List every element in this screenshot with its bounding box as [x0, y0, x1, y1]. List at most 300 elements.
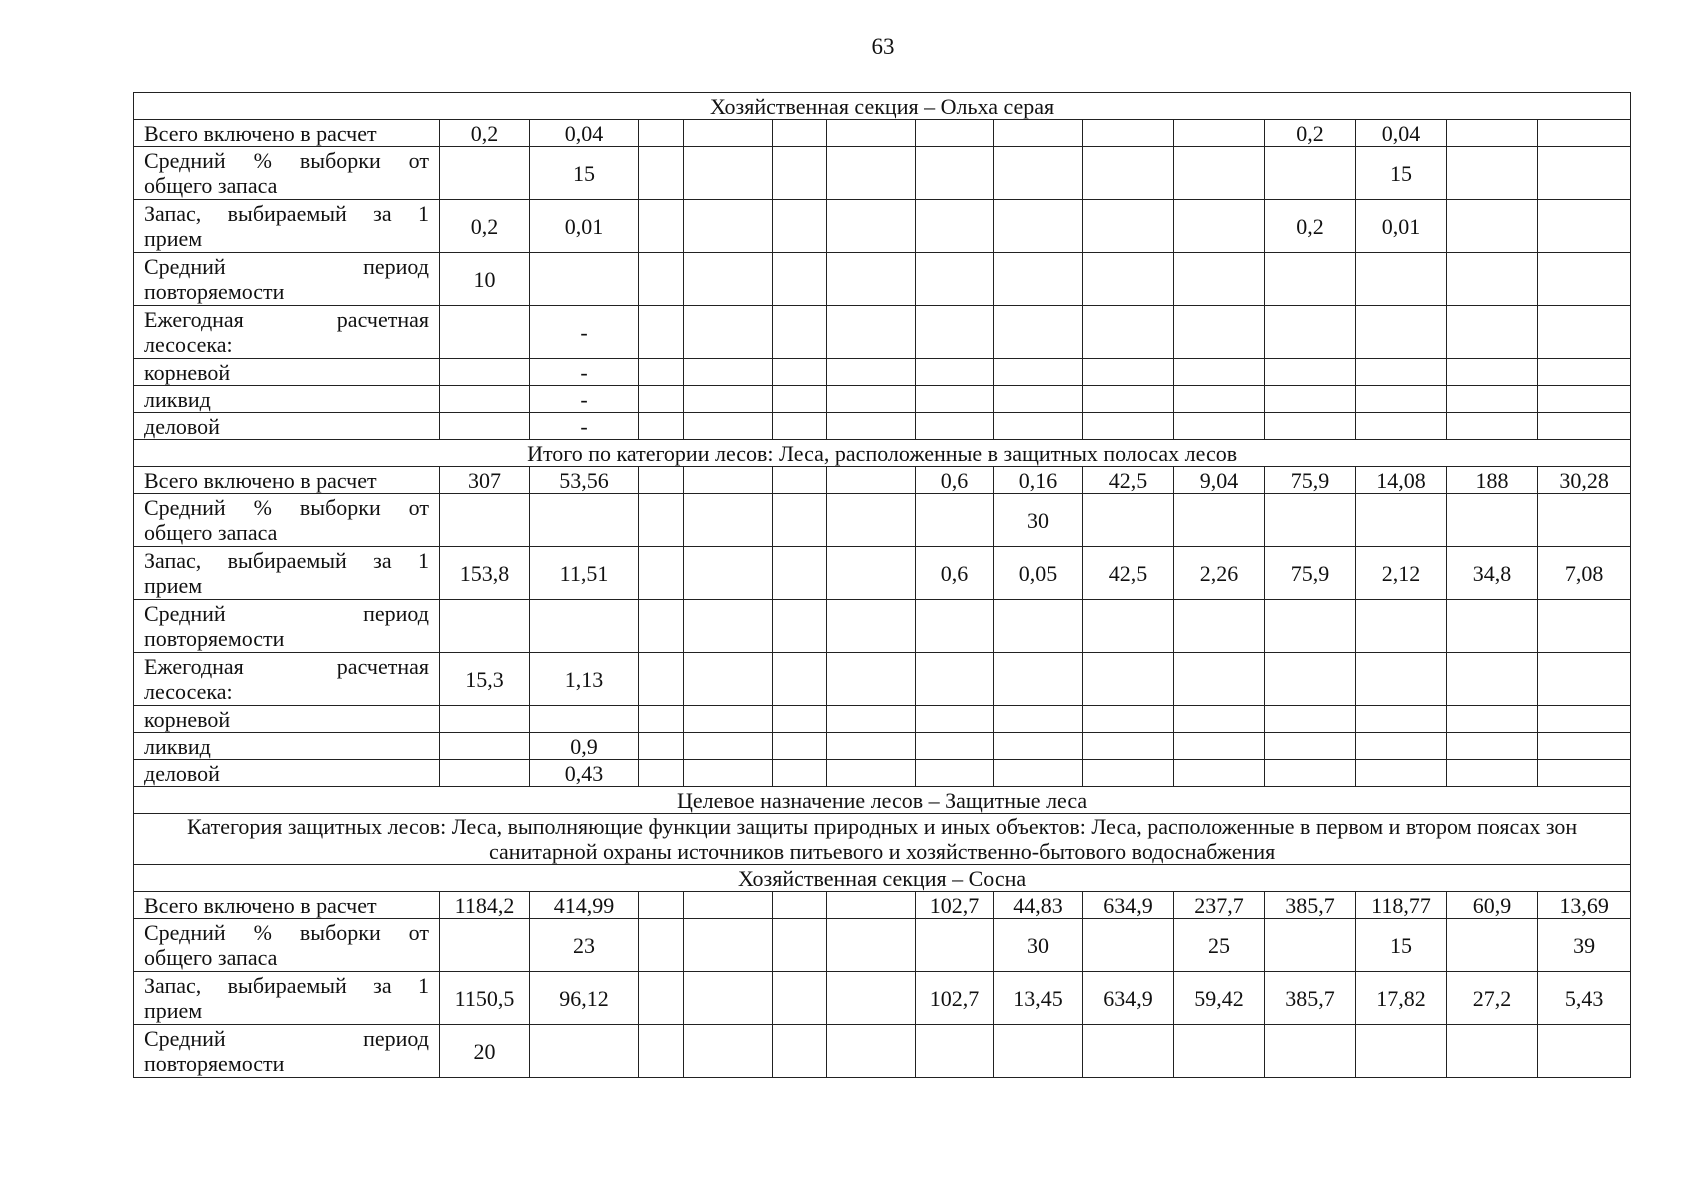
table-row	[134, 413, 1631, 440]
row-label-line: ликвид	[144, 733, 211, 759]
table-cell	[773, 892, 827, 919]
table-cell	[1447, 120, 1538, 147]
table-cell	[827, 467, 916, 494]
table-cell	[773, 253, 827, 306]
table-cell	[440, 386, 530, 413]
table-cell	[1174, 413, 1265, 440]
row-label-line: повторяемости	[144, 626, 285, 651]
table-cell: 385,7	[1265, 892, 1356, 919]
table-cell	[916, 386, 994, 413]
row-label-line: корневой	[144, 706, 231, 732]
table-row	[134, 120, 1631, 147]
row-label-line: Ежегодная расчетная	[144, 307, 429, 332]
table-cell: 17,82	[1356, 972, 1447, 1025]
table-cell	[994, 386, 1083, 413]
table-cell	[827, 413, 916, 440]
table-cell	[827, 733, 916, 760]
row-label-line: повторяемости	[144, 279, 285, 304]
row-label-line: ликвид	[144, 386, 211, 412]
table-cell	[827, 600, 916, 653]
table-cell	[1447, 147, 1538, 200]
section-heading-row	[134, 814, 1631, 865]
table-cell: 0,43	[530, 760, 639, 787]
table-row	[134, 600, 1631, 653]
table-cell	[1083, 200, 1174, 253]
row-label-line: Средний период	[144, 254, 429, 279]
table-cell	[639, 706, 684, 733]
table-cell	[1356, 600, 1447, 653]
table-cell	[684, 359, 773, 386]
table-cell: 1184,2	[440, 892, 530, 919]
table-cell: 118,77	[1356, 892, 1447, 919]
table-cell	[1538, 760, 1631, 787]
table-cell: 634,9	[1083, 892, 1174, 919]
table-cell	[684, 972, 773, 1025]
table-cell	[1265, 1025, 1356, 1078]
table-cell	[773, 760, 827, 787]
table-cell: 0,16	[994, 467, 1083, 494]
table-cell: 0,6	[916, 547, 994, 600]
table-cell	[684, 653, 773, 706]
table-cell	[1083, 706, 1174, 733]
table-cell	[530, 253, 639, 306]
table-cell	[639, 919, 684, 972]
table-cell: -	[530, 359, 639, 386]
table-cell	[1538, 653, 1631, 706]
table-cell	[916, 733, 994, 760]
row-label-line: корневой	[144, 359, 231, 385]
table-cell	[1174, 306, 1265, 359]
table-cell	[1083, 733, 1174, 760]
table-cell	[916, 760, 994, 787]
table-cell	[916, 494, 994, 547]
table-row	[134, 306, 1631, 359]
table-cell	[1538, 359, 1631, 386]
table-cell: -	[530, 413, 639, 440]
row-label	[134, 760, 440, 787]
table-cell	[684, 120, 773, 147]
table-cell: 42,5	[1083, 467, 1174, 494]
table-cell	[1356, 306, 1447, 359]
table-cell: 30,28	[1538, 467, 1631, 494]
table-cell	[1265, 600, 1356, 653]
table-cell	[1447, 1025, 1538, 1078]
table-cell	[1265, 253, 1356, 306]
table-cell	[440, 706, 530, 733]
table-cell	[684, 467, 773, 494]
table-cell: 0,01	[530, 200, 639, 253]
table-cell	[773, 306, 827, 359]
table-row	[134, 200, 1631, 253]
table-cell	[440, 147, 530, 200]
table-cell	[994, 253, 1083, 306]
table-cell	[827, 892, 916, 919]
table-cell	[916, 653, 994, 706]
table-cell	[827, 547, 916, 600]
row-label-line: общего запаса	[144, 173, 278, 198]
table-cell	[684, 1025, 773, 1078]
row-label-line: Всего включено в расчет	[144, 467, 377, 493]
table-cell: 15	[1356, 919, 1447, 972]
table-row	[134, 733, 1631, 760]
table-row	[134, 147, 1631, 200]
table-cell	[639, 1025, 684, 1078]
table-cell	[1265, 733, 1356, 760]
row-label-line: деловой	[144, 413, 220, 439]
table-row	[134, 253, 1631, 306]
table-cell	[1538, 413, 1631, 440]
row-label	[134, 706, 440, 733]
table-cell: 5,43	[1538, 972, 1631, 1025]
table-cell: 2,12	[1356, 547, 1447, 600]
table-cell	[440, 600, 530, 653]
table-cell: 0,04	[530, 120, 639, 147]
table-cell	[773, 494, 827, 547]
table-cell	[916, 359, 994, 386]
table-cell	[1447, 733, 1538, 760]
table-cell	[1447, 253, 1538, 306]
table-cell	[1265, 919, 1356, 972]
table-cell	[916, 253, 994, 306]
table-cell	[440, 760, 530, 787]
table-cell	[684, 733, 773, 760]
table-cell	[684, 600, 773, 653]
row-label	[134, 413, 440, 440]
table-cell	[827, 200, 916, 253]
row-label-line: Ежегодная расчетная	[144, 654, 429, 679]
section-heading: Итого по категории лесов: Леса, расположенные в защитных полосах лесов	[134, 440, 1631, 467]
row-label-line: лесосека:	[144, 332, 233, 357]
table-cell	[773, 359, 827, 386]
table-cell	[1447, 359, 1538, 386]
table-cell	[916, 147, 994, 200]
row-label-line: Средний % выборки от	[144, 495, 429, 520]
table-cell: 0,05	[994, 547, 1083, 600]
table-cell: 188	[1447, 467, 1538, 494]
row-label-line: Средний % выборки от	[144, 148, 429, 173]
table-cell	[1083, 306, 1174, 359]
table-cell: 27,2	[1447, 972, 1538, 1025]
row-label	[134, 359, 440, 386]
table-row	[134, 386, 1631, 413]
table-row	[134, 972, 1631, 1025]
table-cell	[530, 600, 639, 653]
table-cell	[1356, 413, 1447, 440]
table-row	[134, 919, 1631, 972]
table-cell	[639, 253, 684, 306]
table-cell	[684, 147, 773, 200]
table-cell	[1174, 386, 1265, 413]
table-cell	[773, 547, 827, 600]
table-cell	[639, 120, 684, 147]
table-cell: 13,69	[1538, 892, 1631, 919]
table-cell	[639, 972, 684, 1025]
table-cell	[916, 200, 994, 253]
table-cell	[1174, 120, 1265, 147]
table-cell	[773, 200, 827, 253]
table-cell	[1174, 200, 1265, 253]
row-label-line: Запас, выбираемый за 1	[144, 201, 429, 226]
table-cell	[1447, 386, 1538, 413]
table-cell	[827, 147, 916, 200]
table-row	[134, 760, 1631, 787]
table-cell	[1083, 1025, 1174, 1078]
table-cell	[773, 386, 827, 413]
table-cell	[1174, 733, 1265, 760]
table-cell	[916, 919, 994, 972]
table-cell	[639, 413, 684, 440]
table-cell	[1265, 653, 1356, 706]
table-cell	[773, 147, 827, 200]
table-cell	[684, 706, 773, 733]
table-cell	[1083, 653, 1174, 706]
section-heading-row	[134, 787, 1631, 814]
table-cell	[773, 600, 827, 653]
table-cell	[994, 359, 1083, 386]
table-cell	[1447, 494, 1538, 547]
table-cell	[530, 1025, 639, 1078]
table-cell	[684, 760, 773, 787]
table-cell: 15,3	[440, 653, 530, 706]
table-cell	[773, 733, 827, 760]
table-cell	[827, 1025, 916, 1078]
table-cell	[773, 120, 827, 147]
table-cell: 96,12	[530, 972, 639, 1025]
table-row	[134, 706, 1631, 733]
table-cell	[1356, 733, 1447, 760]
table-cell	[1356, 253, 1447, 306]
table-cell	[440, 413, 530, 440]
table-cell	[1356, 1025, 1447, 1078]
table-cell	[639, 653, 684, 706]
table-cell	[1356, 494, 1447, 547]
table-cell	[639, 359, 684, 386]
table-cell	[639, 386, 684, 413]
table-cell	[827, 359, 916, 386]
table-cell	[1447, 919, 1538, 972]
table-row	[134, 1025, 1631, 1078]
table-cell	[440, 733, 530, 760]
table-cell	[773, 653, 827, 706]
table-cell	[1356, 760, 1447, 787]
table-cell: 102,7	[916, 972, 994, 1025]
table-cell: 30	[994, 919, 1083, 972]
table-cell: 60,9	[1447, 892, 1538, 919]
table-cell	[1447, 653, 1538, 706]
table-cell: 634,9	[1083, 972, 1174, 1025]
table-cell	[827, 120, 916, 147]
table-cell	[994, 413, 1083, 440]
table-cell	[1356, 386, 1447, 413]
table-cell: 385,7	[1265, 972, 1356, 1025]
page-number: 63	[871, 34, 895, 59]
row-label-line: Средний период	[144, 601, 429, 626]
row-label-line: прием	[144, 226, 203, 251]
table-cell	[639, 600, 684, 653]
table-cell	[440, 494, 530, 547]
table-cell	[916, 1025, 994, 1078]
table-cell: 0,2	[440, 120, 530, 147]
table-cell: 307	[440, 467, 530, 494]
table-cell: 53,56	[530, 467, 639, 494]
table-cell: 11,51	[530, 547, 639, 600]
row-label	[134, 972, 440, 1025]
table-cell	[1538, 386, 1631, 413]
row-label-line: Запас, выбираемый за 1	[144, 548, 429, 573]
table-cell	[827, 972, 916, 1025]
table-cell: 59,42	[1174, 972, 1265, 1025]
table-cell	[1083, 386, 1174, 413]
table-cell	[639, 892, 684, 919]
table-cell: 42,5	[1083, 547, 1174, 600]
table-cell	[827, 386, 916, 413]
table-cell	[994, 600, 1083, 653]
table-cell	[994, 760, 1083, 787]
table-cell	[827, 760, 916, 787]
table-cell	[1356, 706, 1447, 733]
table-cell	[1083, 600, 1174, 653]
table-cell	[994, 120, 1083, 147]
table-cell	[684, 386, 773, 413]
table-cell	[827, 706, 916, 733]
table-cell	[1174, 494, 1265, 547]
table-cell	[684, 919, 773, 972]
table-cell: 102,7	[916, 892, 994, 919]
table-cell	[1265, 706, 1356, 733]
table-cell: -	[530, 386, 639, 413]
table-cell	[773, 919, 827, 972]
table-cell	[994, 1025, 1083, 1078]
table-cell	[1538, 600, 1631, 653]
table-cell: 1,13	[530, 653, 639, 706]
table-cell	[1083, 494, 1174, 547]
table-cell	[994, 653, 1083, 706]
row-label-line: деловой	[144, 760, 220, 786]
section-heading-row	[134, 865, 1631, 892]
table-cell	[994, 147, 1083, 200]
row-label	[134, 733, 440, 760]
table-cell: 75,9	[1265, 467, 1356, 494]
table-cell	[994, 733, 1083, 760]
table-cell	[1538, 494, 1631, 547]
table-cell	[1083, 253, 1174, 306]
table-cell	[1538, 200, 1631, 253]
row-label-line: Средний % выборки от	[144, 920, 429, 945]
row-label	[134, 600, 440, 653]
table-cell	[1538, 1025, 1631, 1078]
table-cell: 25	[1174, 919, 1265, 972]
table-cell	[684, 253, 773, 306]
table-cell	[684, 200, 773, 253]
table-cell: 75,9	[1265, 547, 1356, 600]
table-cell	[1083, 359, 1174, 386]
table-cell	[639, 547, 684, 600]
row-label	[134, 1025, 440, 1078]
row-label	[134, 253, 440, 306]
table-cell	[827, 253, 916, 306]
table-cell	[639, 147, 684, 200]
table-cell	[639, 200, 684, 253]
table-cell	[1538, 147, 1631, 200]
table-cell: 0,04	[1356, 120, 1447, 147]
table-cell: 0,2	[1265, 200, 1356, 253]
row-label	[134, 653, 440, 706]
table-cell	[1174, 600, 1265, 653]
table-cell	[1265, 306, 1356, 359]
table-cell	[773, 413, 827, 440]
table-cell	[1083, 919, 1174, 972]
forest-yield-table	[133, 92, 1631, 1078]
row-label	[134, 386, 440, 413]
table-cell: 13,45	[994, 972, 1083, 1025]
table-cell	[1083, 413, 1174, 440]
table-cell	[639, 760, 684, 787]
table-cell	[1538, 306, 1631, 359]
table-cell	[1356, 653, 1447, 706]
table-cell: 153,8	[440, 547, 530, 600]
table-cell	[1265, 494, 1356, 547]
row-label-line: прием	[144, 573, 203, 598]
row-label-line: Запас, выбираемый за 1	[144, 973, 429, 998]
table-cell: 7,08	[1538, 547, 1631, 600]
table-row	[134, 547, 1631, 600]
table-cell	[684, 413, 773, 440]
table-cell	[639, 494, 684, 547]
table-cell	[440, 306, 530, 359]
table-cell	[1447, 600, 1538, 653]
table-cell	[1265, 386, 1356, 413]
table-row	[134, 892, 1631, 919]
section-heading: Категория защитных лесов: Леса, выполняющие функции защиты природных и иных объектов: Леса, расположенные в первом и втором поясах зон санитарной охраны источников питьевого и хозяйственно-бытового водоснабжения	[134, 814, 1631, 865]
table-cell: 15	[1356, 147, 1447, 200]
table-cell	[440, 919, 530, 972]
table-cell	[1083, 147, 1174, 200]
table-cell: -	[530, 306, 639, 359]
table-cell	[639, 467, 684, 494]
table-cell: 14,08	[1356, 467, 1447, 494]
table-cell	[827, 653, 916, 706]
table-cell	[916, 306, 994, 359]
row-label-line: общего запаса	[144, 520, 278, 545]
table-cell	[994, 706, 1083, 733]
table-cell: 414,99	[530, 892, 639, 919]
table-cell	[773, 706, 827, 733]
table-cell: 9,04	[1174, 467, 1265, 494]
row-label	[134, 547, 440, 600]
row-label-line: Всего включено в расчет	[144, 120, 377, 146]
section-heading-row	[134, 440, 1631, 467]
table-cell: 0,01	[1356, 200, 1447, 253]
row-label-line: общего запаса	[144, 945, 278, 970]
table-cell: 15	[530, 147, 639, 200]
table-cell	[1538, 120, 1631, 147]
table-cell	[684, 547, 773, 600]
row-label	[134, 919, 440, 972]
table-row	[134, 653, 1631, 706]
table-cell	[1174, 706, 1265, 733]
table-cell: 10	[440, 253, 530, 306]
table-cell	[639, 306, 684, 359]
table-cell	[684, 494, 773, 547]
table-cell	[1174, 760, 1265, 787]
table-cell	[1174, 359, 1265, 386]
row-label	[134, 467, 440, 494]
table-cell	[1265, 413, 1356, 440]
row-label-line: прием	[144, 998, 203, 1023]
section-heading: Хозяйственная секция – Ольха серая	[134, 93, 1631, 120]
table-cell	[916, 413, 994, 440]
table-row	[134, 467, 1631, 494]
